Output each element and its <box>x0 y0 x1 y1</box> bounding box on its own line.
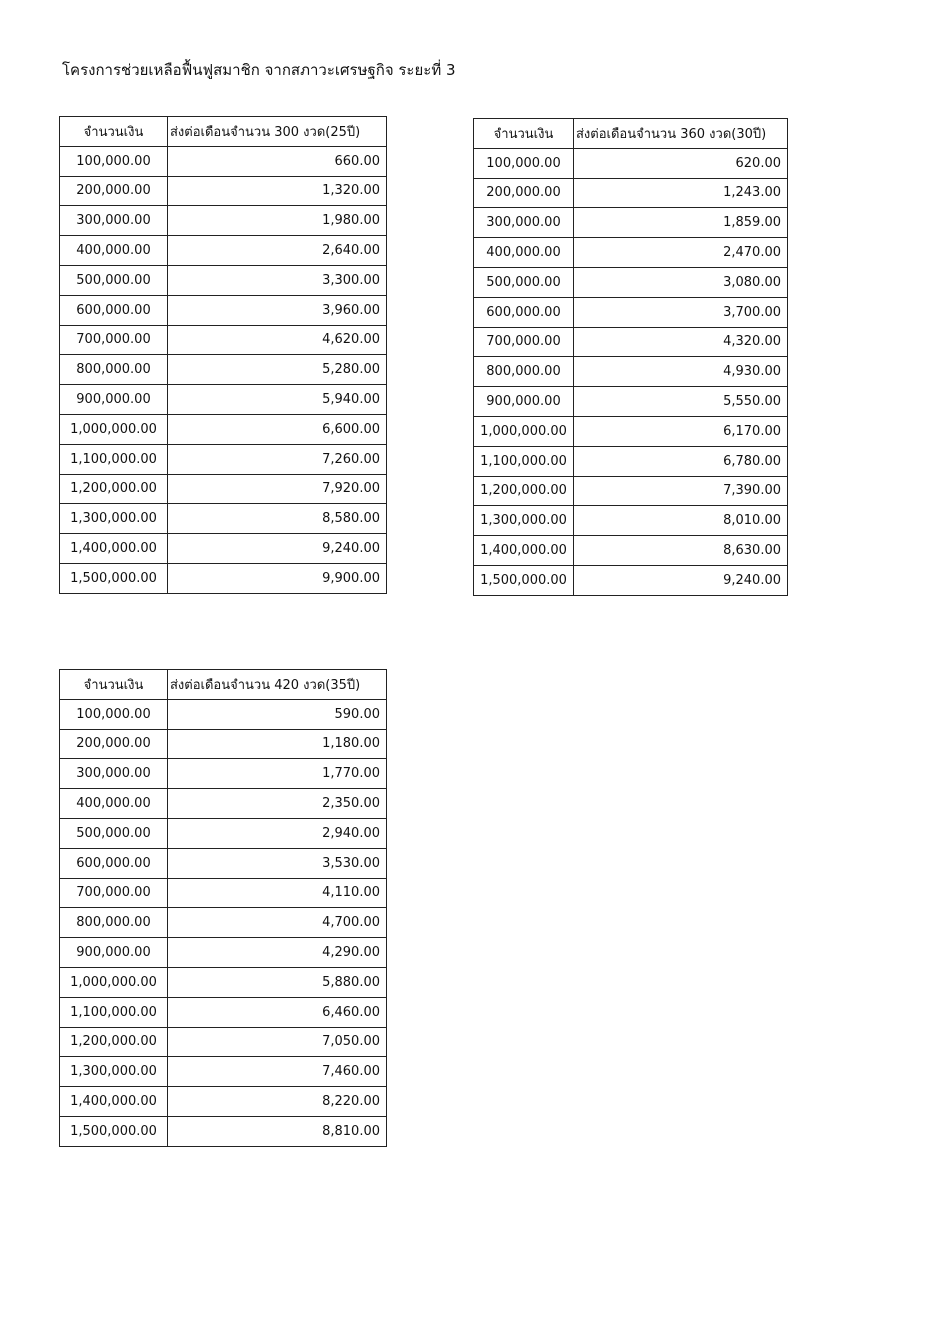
table-row <box>474 238 788 268</box>
loan-amount-cell: 900,000.00 <box>474 387 574 417</box>
monthly-payment-cell: 5,880.00 <box>168 967 387 997</box>
loan-amount-cell: 300,000.00 <box>60 759 168 789</box>
table-row <box>60 504 387 534</box>
loan-amount-cell: 900,000.00 <box>60 385 168 415</box>
amount-column-header: จำนวนเงิน <box>474 119 574 149</box>
monthly-payment-cell: 3,300.00 <box>168 265 387 295</box>
loan-amount-cell: 1,500,000.00 <box>60 563 168 593</box>
monthly-payment-cell: 660.00 <box>168 146 387 176</box>
monthly-payment-cell: 1,243.00 <box>574 178 788 208</box>
monthly-payment-cell: 6,780.00 <box>574 446 788 476</box>
monthly-payment-cell: 8,220.00 <box>168 1087 387 1117</box>
monthly-payment-cell: 9,240.00 <box>574 565 788 595</box>
loan-amount-cell: 1,400,000.00 <box>60 1087 168 1117</box>
loan-amount-cell: 1,300,000.00 <box>60 1057 168 1087</box>
table-row <box>60 444 387 474</box>
loan-amount-cell: 1,400,000.00 <box>60 534 168 564</box>
table-row <box>60 206 387 236</box>
monthly-payment-cell: 7,050.00 <box>168 1027 387 1057</box>
loan-amount-cell: 500,000.00 <box>60 818 168 848</box>
monthly-payment-cell: 3,080.00 <box>574 267 788 297</box>
table-row <box>60 967 387 997</box>
table-row <box>474 178 788 208</box>
table-body <box>60 146 387 593</box>
payment-table-360-installments <box>473 118 788 596</box>
table-row <box>60 176 387 206</box>
monthly-payment-cell: 8,810.00 <box>168 1116 387 1146</box>
table-row <box>474 416 788 446</box>
loan-amount-cell: 1,200,000.00 <box>60 1027 168 1057</box>
loan-amount-cell: 800,000.00 <box>474 357 574 387</box>
table-row <box>60 699 387 729</box>
loan-amount-cell: 1,200,000.00 <box>474 476 574 506</box>
monthly-payment-cell: 1,180.00 <box>168 729 387 759</box>
monthly-payment-cell: 1,859.00 <box>574 208 788 238</box>
loan-amount-cell: 400,000.00 <box>60 236 168 266</box>
monthly-payment-cell: 5,940.00 <box>168 385 387 415</box>
loan-amount-cell: 500,000.00 <box>474 267 574 297</box>
table-row <box>60 878 387 908</box>
table-row <box>474 476 788 506</box>
monthly-payment-cell: 1,320.00 <box>168 176 387 206</box>
table-row <box>60 146 387 176</box>
table-row <box>60 534 387 564</box>
table-row <box>60 997 387 1027</box>
monthly-payment-cell: 8,010.00 <box>574 506 788 536</box>
loan-amount-cell: 800,000.00 <box>60 908 168 938</box>
loan-amount-cell: 1,100,000.00 <box>60 997 168 1027</box>
table-row <box>474 387 788 417</box>
loan-amount-cell: 1,000,000.00 <box>474 416 574 446</box>
table-row <box>60 729 387 759</box>
monthly-payment-cell: 4,620.00 <box>168 325 387 355</box>
monthly-payment-cell: 1,980.00 <box>168 206 387 236</box>
monthly-payment-cell: 1,770.00 <box>168 759 387 789</box>
monthly-payment-cell: 7,460.00 <box>168 1057 387 1087</box>
loan-amount-cell: 300,000.00 <box>60 206 168 236</box>
loan-amount-cell: 100,000.00 <box>474 148 574 178</box>
loan-amount-cell: 1,000,000.00 <box>60 967 168 997</box>
monthly-payment-cell: 5,280.00 <box>168 355 387 385</box>
monthly-payment-cell: 4,320.00 <box>574 327 788 357</box>
loan-amount-cell: 400,000.00 <box>474 238 574 268</box>
document-title: โครงการช่วยเหลือฟื้นฟูสมาชิก จากสภาวะเศรษฐกิจ ระยะที่ 3 <box>62 61 456 79</box>
loan-amount-cell: 200,000.00 <box>60 729 168 759</box>
table-row <box>474 297 788 327</box>
loan-amount-cell: 100,000.00 <box>60 699 168 729</box>
table-row <box>60 1116 387 1146</box>
table-row <box>60 1057 387 1087</box>
monthly-payment-cell: 620.00 <box>574 148 788 178</box>
payment-table-420-installments <box>59 669 387 1147</box>
table-row <box>474 446 788 476</box>
loan-amount-cell: 100,000.00 <box>60 146 168 176</box>
monthly-payment-cell: 4,930.00 <box>574 357 788 387</box>
monthly-payment-cell: 2,470.00 <box>574 238 788 268</box>
monthly-payment-cell: 4,110.00 <box>168 878 387 908</box>
table-row <box>60 295 387 325</box>
table-row <box>60 938 387 968</box>
loan-amount-cell: 400,000.00 <box>60 789 168 819</box>
monthly-payment-cell: 3,960.00 <box>168 295 387 325</box>
table-row <box>60 563 387 593</box>
loan-amount-cell: 300,000.00 <box>474 208 574 238</box>
loan-amount-cell: 1,500,000.00 <box>474 565 574 595</box>
monthly-payment-cell: 6,170.00 <box>574 416 788 446</box>
loan-amount-cell: 1,500,000.00 <box>60 1116 168 1146</box>
loan-amount-cell: 1,100,000.00 <box>60 444 168 474</box>
table-row <box>60 1027 387 1057</box>
table-row <box>60 265 387 295</box>
table-row <box>60 385 387 415</box>
loan-amount-cell: 1,200,000.00 <box>60 474 168 504</box>
table-row <box>474 506 788 536</box>
table-row <box>60 325 387 355</box>
table-row <box>60 1087 387 1117</box>
table-row <box>474 148 788 178</box>
table-body <box>60 699 387 1146</box>
monthly-payment-cell: 9,240.00 <box>168 534 387 564</box>
table-row <box>60 474 387 504</box>
monthly-payment-column-header: ส่งต่อเดือนจำนวน 360 งวด(30ปี) <box>574 119 788 149</box>
loan-amount-cell: 600,000.00 <box>60 295 168 325</box>
table-row <box>60 848 387 878</box>
loan-amount-cell: 500,000.00 <box>60 265 168 295</box>
table-row <box>474 208 788 238</box>
monthly-payment-cell: 6,600.00 <box>168 414 387 444</box>
monthly-payment-cell: 5,550.00 <box>574 387 788 417</box>
table-row <box>60 818 387 848</box>
monthly-payment-cell: 9,900.00 <box>168 563 387 593</box>
monthly-payment-column-header: ส่งต่อเดือนจำนวน 420 งวด(35ปี) <box>168 670 387 700</box>
monthly-payment-cell: 6,460.00 <box>168 997 387 1027</box>
loan-amount-cell: 1,100,000.00 <box>474 446 574 476</box>
loan-amount-cell: 200,000.00 <box>474 178 574 208</box>
table-row <box>60 355 387 385</box>
monthly-payment-cell: 4,700.00 <box>168 908 387 938</box>
monthly-payment-cell: 2,640.00 <box>168 236 387 266</box>
table-row <box>60 789 387 819</box>
loan-amount-cell: 1,300,000.00 <box>60 504 168 534</box>
loan-amount-cell: 700,000.00 <box>60 878 168 908</box>
loan-amount-cell: 700,000.00 <box>474 327 574 357</box>
monthly-payment-cell: 590.00 <box>168 699 387 729</box>
table-row <box>60 759 387 789</box>
monthly-payment-cell: 2,940.00 <box>168 818 387 848</box>
monthly-payment-cell: 4,290.00 <box>168 938 387 968</box>
table-row <box>474 267 788 297</box>
loan-amount-cell: 1,000,000.00 <box>60 414 168 444</box>
monthly-payment-cell: 7,390.00 <box>574 476 788 506</box>
loan-amount-cell: 800,000.00 <box>60 355 168 385</box>
monthly-payment-cell: 2,350.00 <box>168 789 387 819</box>
table-header-row <box>60 117 387 147</box>
amount-column-header: จำนวนเงิน <box>60 670 168 700</box>
amount-column-header: จำนวนเงิน <box>60 117 168 147</box>
table-row <box>474 357 788 387</box>
loan-amount-cell: 600,000.00 <box>474 297 574 327</box>
table-row <box>60 414 387 444</box>
table-row <box>474 536 788 566</box>
table-row <box>474 327 788 357</box>
table-body <box>474 148 788 595</box>
table-header-row <box>60 670 387 700</box>
monthly-payment-cell: 8,580.00 <box>168 504 387 534</box>
table-header-row <box>474 119 788 149</box>
loan-amount-cell: 1,300,000.00 <box>474 506 574 536</box>
table-row <box>60 908 387 938</box>
table-row <box>474 565 788 595</box>
loan-amount-cell: 200,000.00 <box>60 176 168 206</box>
monthly-payment-cell: 7,260.00 <box>168 444 387 474</box>
loan-amount-cell: 700,000.00 <box>60 325 168 355</box>
table-row <box>60 236 387 266</box>
payment-table-300-installments <box>59 116 387 594</box>
monthly-payment-cell: 3,530.00 <box>168 848 387 878</box>
monthly-payment-cell: 3,700.00 <box>574 297 788 327</box>
monthly-payment-column-header: ส่งต่อเดือนจำนวน 300 งวด(25ปี) <box>168 117 387 147</box>
loan-amount-cell: 900,000.00 <box>60 938 168 968</box>
monthly-payment-cell: 7,920.00 <box>168 474 387 504</box>
loan-amount-cell: 1,400,000.00 <box>474 536 574 566</box>
loan-amount-cell: 600,000.00 <box>60 848 168 878</box>
monthly-payment-cell: 8,630.00 <box>574 536 788 566</box>
